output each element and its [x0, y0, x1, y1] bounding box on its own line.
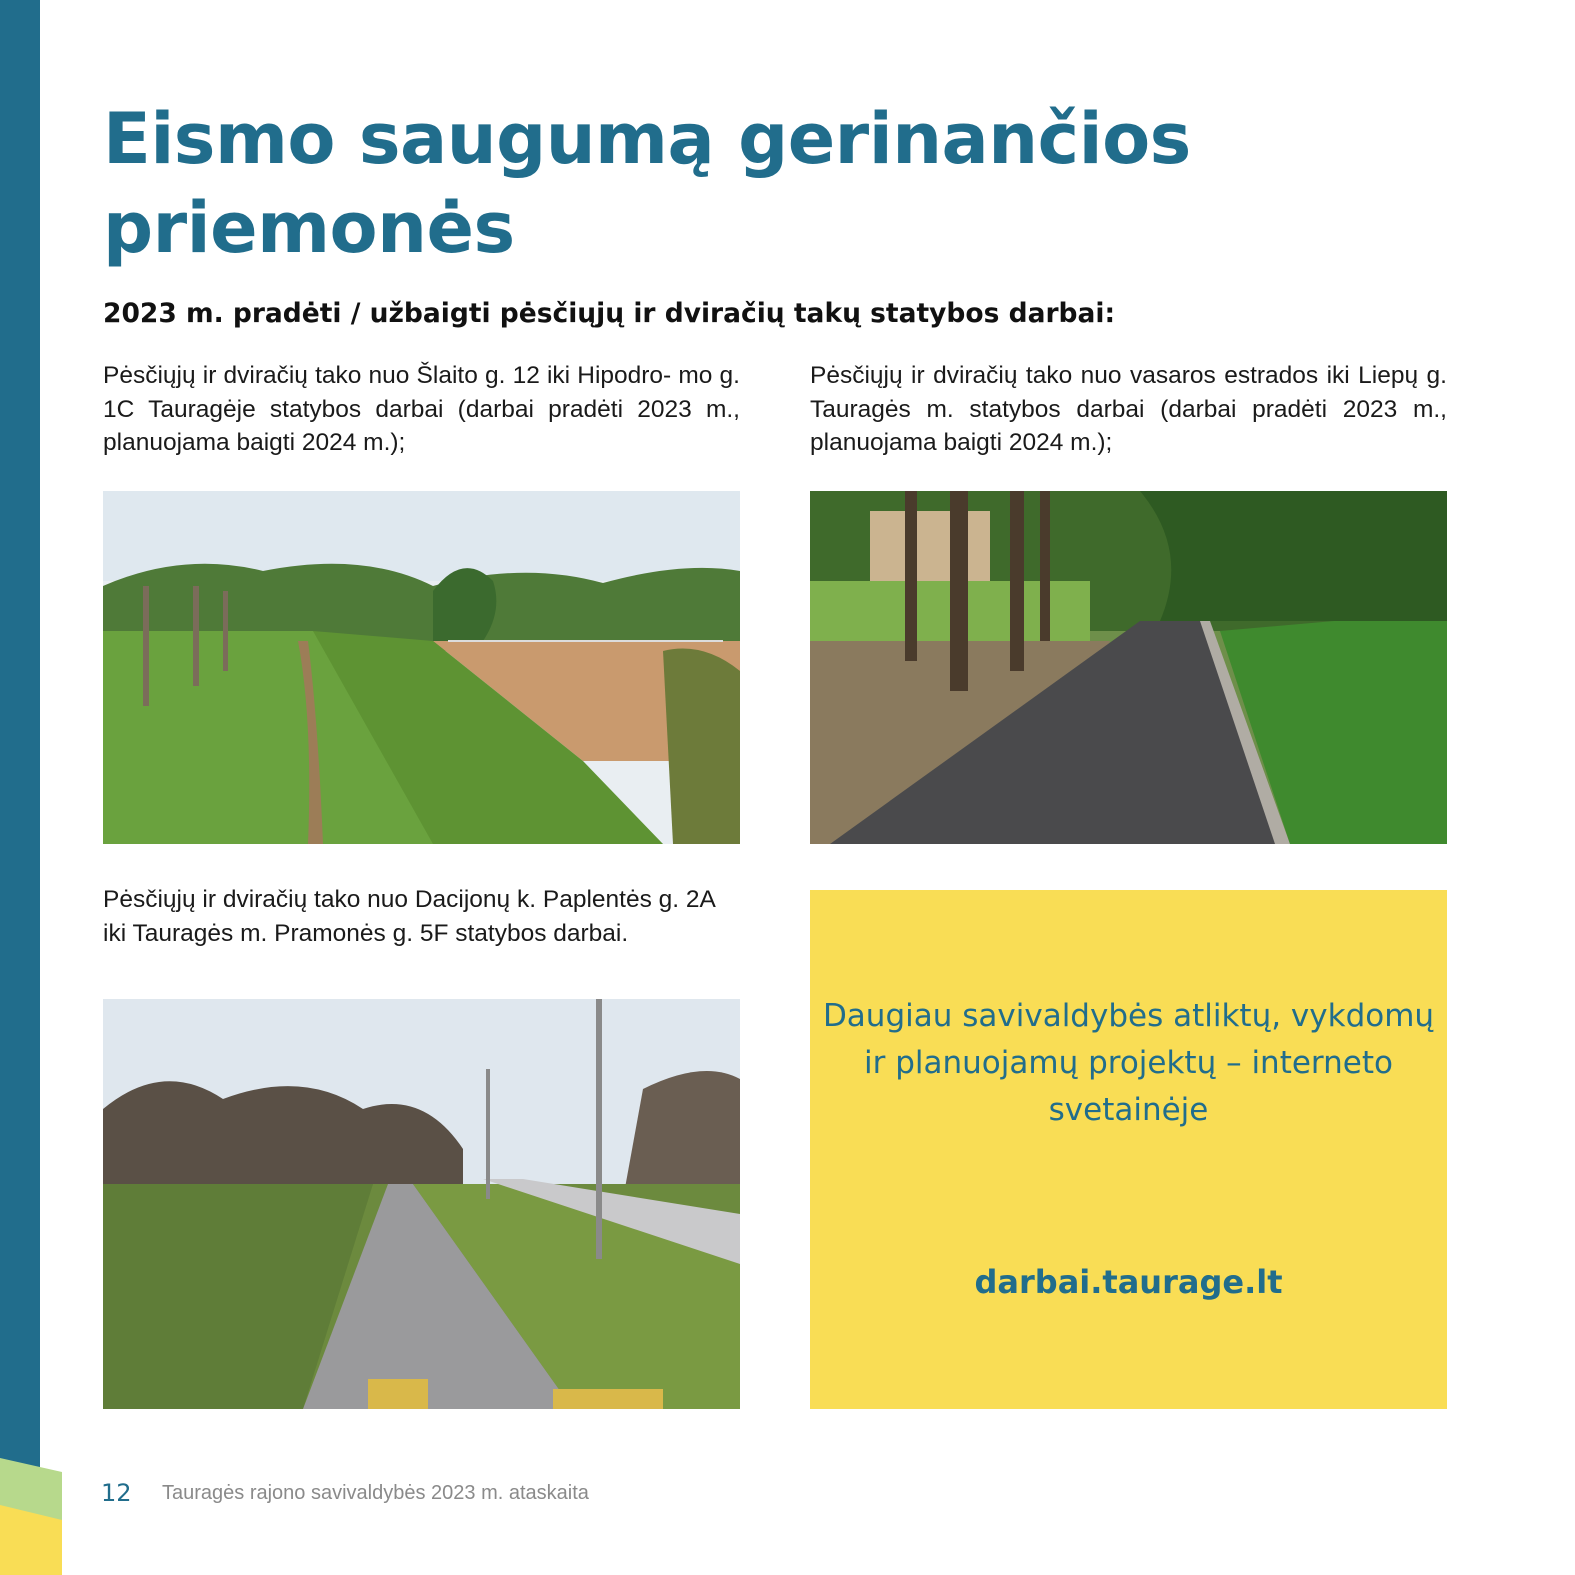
project-description-1: Pėsčiųjų ir dviračių tako nuo Šlaito g. 12 iki Hipodro- mo g. 1C Tauragėje statybos darbai (darbai pradėti 2023 m., planuojama baigti 2024 m.);	[103, 362, 740, 456]
footer-text: Tauragės rajono savivaldybės 2023 m. ataskaita	[162, 1482, 589, 1504]
section-subtitle: 2023 m. pradėti / užbaigti pėsčiųjų ir dviračių takų statybos darbai:	[103, 298, 1116, 329]
page-number: 12	[101, 1479, 132, 1507]
page-title: Eismo saugumą gerinančios priemonės	[103, 98, 1191, 269]
corner-decoration	[0, 0, 62, 1575]
photo-grassy-path-sand-courts	[103, 491, 740, 844]
promo-text: Daugiau savivaldybės atliktų, vykdomų ir planuojamų projektų – interneto svetainėje	[822, 998, 1435, 1128]
photo-asphalt-path-trees	[810, 491, 1447, 844]
promo-box	[810, 890, 1447, 1409]
promo-website-link[interactable]: darbai.taurage.lt	[974, 1263, 1283, 1301]
project-description-3: Pėsčiųjų ir dviračių tako nuo Dacijonų k. Paplentės g. 2A iki Tauragės m. Pramonės g. 5F statybos darbai.	[103, 886, 715, 947]
project-description-2: Pėsčiųjų ir dviračių tako nuo vasaros estrados iki Liepų g. Tauragės m. statybos darbai (darbai pradėti 2023 m., planuojama baigti 2024 m.);	[810, 362, 1447, 456]
photo-roadside-bike-path	[103, 999, 740, 1409]
